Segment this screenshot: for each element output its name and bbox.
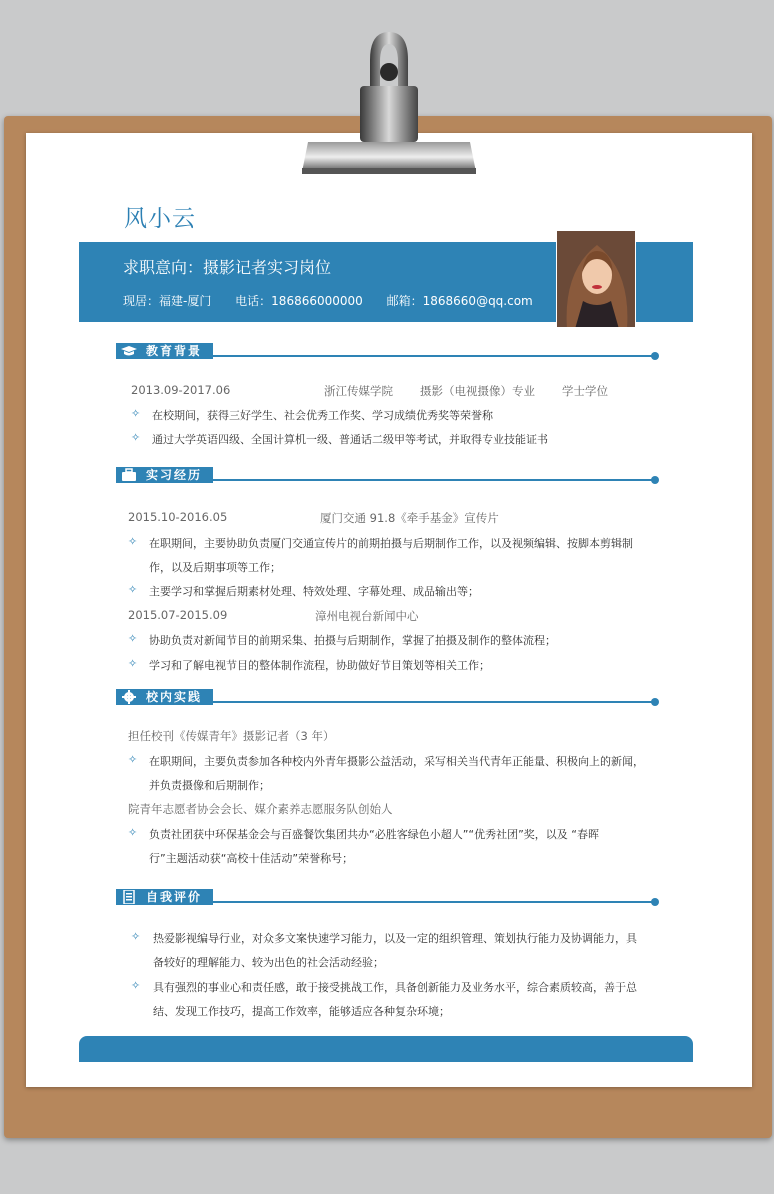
job2-org: 漳州电视台新闻中心: [315, 609, 419, 623]
job-intent: 求职意向：摄影记者实习岗位: [123, 258, 332, 277]
graduation-cap-icon: [121, 344, 137, 358]
bullet-icon: ✧: [128, 535, 138, 548]
bullet-icon: ✧: [128, 753, 138, 766]
list-item: 负责社团获中环保基金会与百盛餐饮集团共办“必胜客绿色小超人”“优秀社团”奖，以及 “春晖: [149, 828, 599, 841]
list-item: 协助负责对新闻节目的前期采集、拍摄与后期制作，掌握了拍摄及制作的整体流程；: [149, 634, 556, 647]
section-tab: [116, 343, 213, 359]
list-item: 备较好的理解能力、较为出色的社会活动经验；: [153, 956, 384, 969]
job2-period: 2015.07-2015.09: [128, 608, 228, 622]
edu-major: 摄影（电视摄像）专业: [420, 384, 535, 398]
binder-clip-icon: [300, 20, 478, 180]
bullet-icon: ✧: [128, 583, 138, 596]
bullet-icon: ✧: [128, 632, 138, 645]
edu-school: 浙江传媒学院: [324, 384, 393, 398]
bullet-icon: ✧: [131, 930, 141, 943]
footer-bar: [79, 1036, 693, 1062]
job1-period: 2015.10-2016.05: [128, 510, 228, 524]
list-item: 行”主题活动获“高校十佳活动”荣誉称号；: [149, 852, 354, 865]
job1-org: 厦门交通 91.8《牵手基金》宣传片: [320, 511, 499, 525]
bullet-icon: ✧: [131, 979, 141, 992]
section-title: 自我评价: [146, 890, 203, 904]
email: 邮箱：1868660@qq.com: [386, 294, 533, 308]
campus-role2: 院青年志愿者协会会长、媒介素养志愿服务队创始人: [128, 802, 393, 816]
bullet-icon: ✧: [128, 826, 138, 839]
list-item: 热爱影视编导行业，对众多文案快速学习能力，以及一定的组织管理、策划执行能力及协调能力，具: [153, 932, 637, 945]
bullet-icon: ✧: [131, 407, 141, 420]
profile-photo: [556, 230, 636, 328]
list-item: 结、发现工作技巧，提高工作效率，能够适应各种复杂环境；: [153, 1005, 450, 1018]
document-icon: [121, 890, 137, 904]
section-campus: [116, 689, 660, 705]
list-item: 通过大学英语四级、全国计算机一级、普通话二级甲等考试，并取得专业技能证书: [152, 433, 548, 446]
list-item: 学习和了解电视节目的整体制作流程，协助做好节目策划等相关工作；: [149, 659, 490, 672]
section-title: 校内实践: [146, 690, 203, 704]
section-self-eval: [116, 889, 660, 905]
gear-icon: [121, 690, 137, 704]
list-item: 具有强烈的事业心和责任感，敢于接受挑战工作，具备创新能力及业务水平，综合素质较高，善于总: [153, 981, 637, 994]
section-title: 实习经历: [146, 468, 203, 482]
edu-period: 2013.09-2017.06: [131, 383, 231, 397]
applicant-name: 风小云: [124, 206, 196, 232]
section-tab: [116, 689, 213, 705]
section-tab: [116, 467, 213, 483]
briefcase-icon: [121, 468, 137, 482]
section-title: 教育背景: [146, 344, 203, 358]
residence: 现居：福建-厦门: [123, 294, 212, 308]
list-item: 在职期间，主要协助负责厦门交通宣传片的前期拍摄与后期制作工作，以及视频编辑、按脚本剪辑制: [149, 537, 633, 550]
list-item: 并负责摄像和后期制作；: [149, 779, 270, 792]
bullet-icon: ✧: [131, 431, 141, 444]
section-tab: [116, 889, 213, 905]
list-item: 作，以及后期事项等工作；: [149, 561, 281, 574]
bullet-icon: ✧: [128, 657, 138, 670]
edu-degree: 学士学位: [562, 384, 608, 398]
list-item: 在职期间，主要负责参加各种校内外青年摄影公益活动，采写相关当代青年正能量、积极向上的新闻，: [149, 755, 644, 768]
section-education: [116, 343, 660, 359]
phone: 电话：186866000000: [235, 294, 363, 308]
contact-info: [123, 292, 553, 309]
list-item: 主要学习和掌握后期素材处理、特效处理、字幕处理、成品输出等；: [149, 585, 479, 598]
campus-role1: 担任校刊《传媒青年》摄影记者（3 年）: [128, 729, 335, 743]
list-item: 在校期间，获得三好学生、社会优秀工作奖、学习成绩优秀奖等荣誉称: [152, 409, 493, 422]
section-internship: [116, 467, 660, 483]
